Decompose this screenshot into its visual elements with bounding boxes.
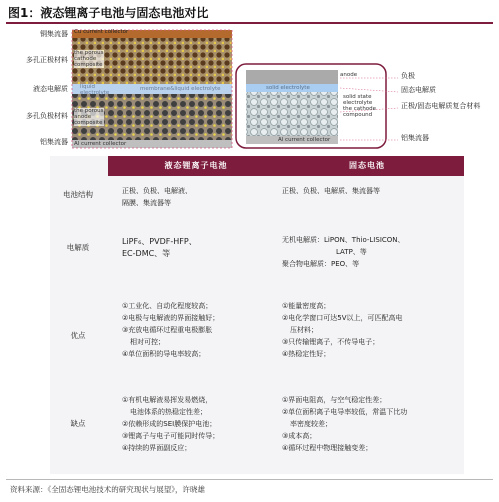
solid-anode-layer [246, 70, 338, 84]
cell-electrolyte-liquid: LiPF₆、PVDF-HFP、 EC-DMC、等 [122, 237, 197, 258]
row-label-structure: 电池结构 [63, 190, 93, 199]
callout-anode: anode [340, 72, 358, 78]
cell-advantages-liquid: ①工业化、自动化程度较高； ②电极与电解液的界面接触好； ③充放电循环过程重电极膨胀 相对可控； ④单位面积的导电率较高； [122, 302, 220, 358]
title-divider [6, 22, 493, 24]
solid-composite-layer [246, 92, 338, 136]
label-solid-electrolyte-cn: 固态电解质 [401, 86, 436, 94]
figure-title: 图1：液态锂离子电池与固态电池对比 [8, 6, 209, 20]
label-liquid-electrolyte: 液态电解质 [33, 85, 68, 93]
header-solid-battery: 固态电池 [270, 156, 464, 176]
label-porous-anode: 多孔负极材料 [26, 112, 68, 120]
header-liquid-battery: 液态锂离子电池 [108, 156, 284, 176]
row-label-advantages: 优点 [70, 331, 86, 340]
cell-disadvantages-liquid: ①有机电解液易挥发易燃烧， 电池体系的热稳定性差； ②依赖形成的SEI膜保护电池； ③锂离子与电子可能同时传导； ④持续的界面副反应； [122, 396, 220, 452]
label-porous-cathode: 多孔正极材料 [26, 56, 68, 64]
cell-structure-solid: 正极、负极、电解质、集流器等 [282, 187, 380, 195]
cell-advantages-solid: ①能量密度高； ②电化学窗口可达5V以上，可匹配高电 压材料； ③只传输锂离子，不传导电子； ④热稳定性好； [282, 302, 403, 358]
battery-comparison-diagram [0, 28, 499, 152]
callout-solid-electrolyte: solid electrolyte [266, 85, 310, 91]
callout-cu-collector: Cu current collector [74, 29, 129, 35]
label-anode-cn: 负极 [401, 72, 415, 80]
row-label-disadvantages: 缺点 [70, 419, 86, 428]
label-al-collector: 铝集流器 [40, 138, 68, 146]
label-al-collector-cn: 铝集流器 [401, 134, 429, 142]
callout-porous-cathode: the porous cathode composite [74, 50, 104, 68]
cell-structure-liquid: 正极、负极、电解液、 隔膜、集流器等 [122, 187, 192, 207]
row-label-electrolyte: 电解质 [66, 243, 90, 252]
callout-membrane: membrane&liquid electrolyte [140, 86, 221, 92]
cell-disadvantages-solid: ①界面电阻高，与空气稳定性差； ②单位面积离子电导率较低，常温下比功 率密度较差； ③成本高； ④循环过程中物理接触变差； [282, 396, 408, 452]
callout-liquid-electrolyte: liquid electrolyte [80, 84, 110, 96]
source-note: 资料来源：《全固态锂电池技术的研究现状与展望》，许晓雄 [10, 485, 205, 494]
cell-electrolyte-solid: 无机电解质：LiPON、Thio-LISICON、 LATP、等 聚合物电解质：PEO、等 [282, 236, 405, 268]
callout-porous-anode: the porous anode composite [74, 108, 104, 126]
callout-al-collector-right: Al current collector [278, 137, 331, 143]
callout-al-collector-left: Al current collector [74, 141, 127, 147]
label-cu-collector: 铜集流器 [40, 30, 68, 38]
footer-divider [6, 479, 493, 480]
callout-solid-composite: solid state electrolyte the cathode compound [343, 94, 377, 118]
label-composite-cn: 正极/固态电解质复合材料 [401, 102, 481, 110]
